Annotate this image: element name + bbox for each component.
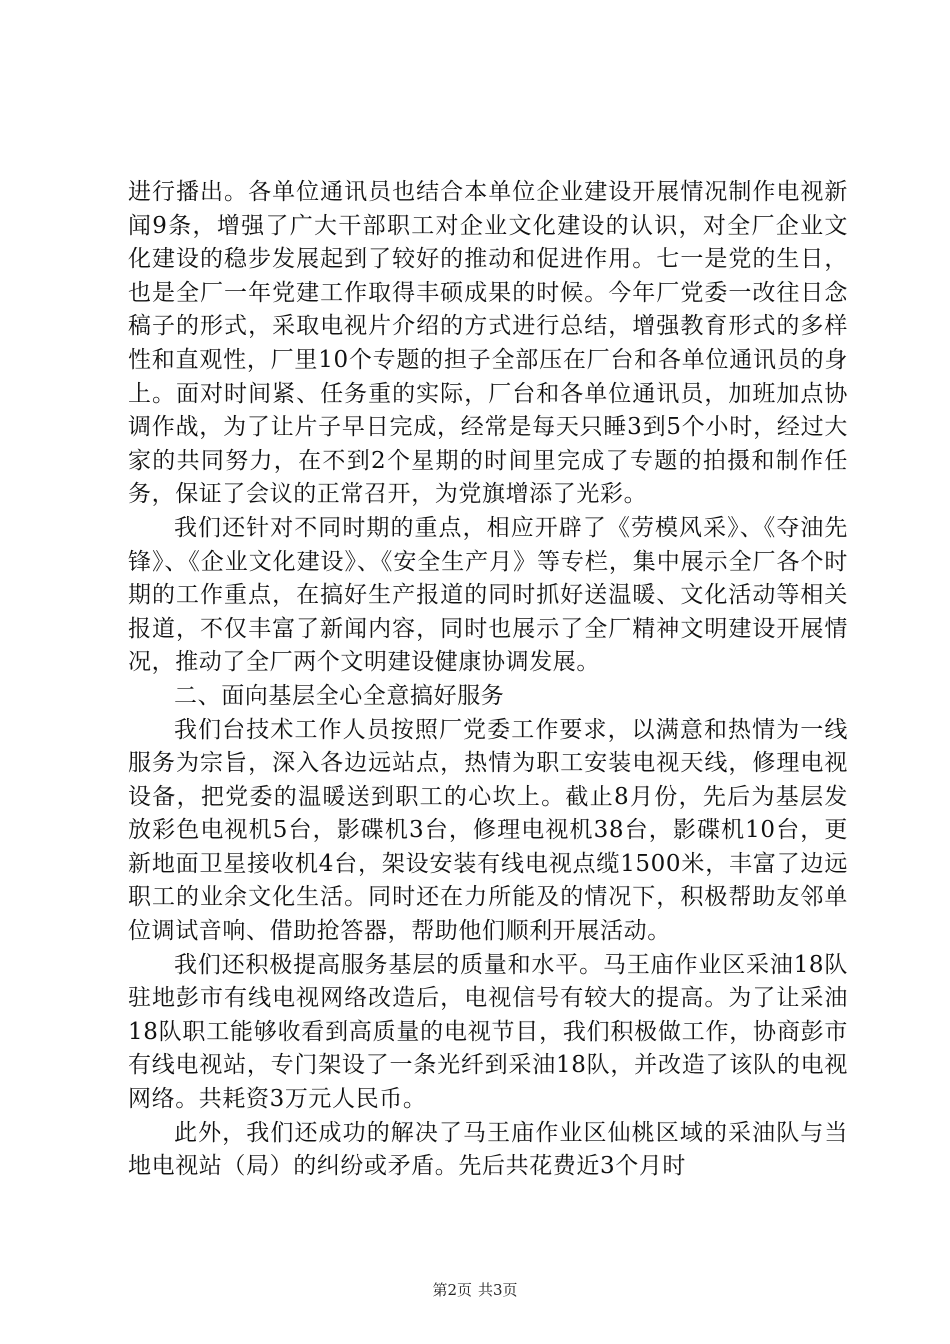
paragraph-columns: 我们还针对不同时期的重点，相应开辟了《劳模风采》、《夺油先锋》、《企业文化建设》、《安全生产月》等专栏，集中展示全厂各个时期的工作重点，在搞好生产报道的同时抓好送温暖、文化活动等相关报道，不仅丰富了新闻内容，同时也展示了全厂精神文明建设开展情况，推动了全厂两个文明建设健康协调发展。 [128,514,848,676]
page-number: 第2页 [432,1281,472,1299]
page-footer [0,1280,950,1300]
paragraph-quality: 我们还积极提高服务基层的质量和水平。马王庙作业区采油18队驻地彭市有线电视网络改造后，电视信号有较大的提高。为了让采油18队职工能够收看到高质量的电视节目，我们积极做工作，协商彭市有线电视站，专门架设了一条光纤到采油18队，并改造了该队的电视网络。共耗资3万元人民币。 [128,951,848,1113]
section-heading: 二、面向基层全心全意搞好服务 [174,682,505,709]
paragraph-continuation: 进行播出。各单位通讯员也结合本单位企业建设开展情况制作电视新闻9条，增强了广大干部职工对企业文化建设的认识，对全厂企业文化建设的稳步发展起到了较好的推动和促进作用。七一是党的生日，也是全厂一年党建工作取得丰硕成果的时候。今年厂党委一改往日念稿子的形式，采取电视片介绍的方式进行总结，增强教育形式的多样性和直观性，厂里10个专题的担子全部压在厂台和各单位通讯员的身上。面对时间紧、任务重的实际，厂台和各单位通讯员，加班加点协调作战，为了让片子早日完成，经常是每天只睡3到5个小时，经过大家的共同努力，在不到2个星期的时间里完成了专题的拍摄和制作任务，保证了会议的正常召开，为党旗增添了光彩。 [128,179,848,508]
page-total: 共3页 [478,1281,518,1299]
paragraph-service: 我们台技术工作人员按照厂党委工作要求，以满意和热情为一线服务为宗旨，深入各边远站点，热情为职工安装电视天线，修理电视设备，把党委的温暖送到职工的心坎上。截止8月份，先后为基层发放彩色电视机5台，影碟机3台，修理电视机38台，影碟机10台，更新地面卫星接收机4台，架设安装有线电视点缆1500米，丰富了边远职工的业余文化生活。同时还在力所能及的情况下，积极帮助友邻单位调试音响、借助抢答器，帮助他们顺利开展活动。 [128,716,848,945]
document-body [128,176,848,1184]
paragraph-dispute: 此外，我们还成功的解决了马王庙作业区仙桃区域的采油队与当地电视站（局）的纠纷或矛盾。先后共花费近3个月时 [128,1119,848,1180]
